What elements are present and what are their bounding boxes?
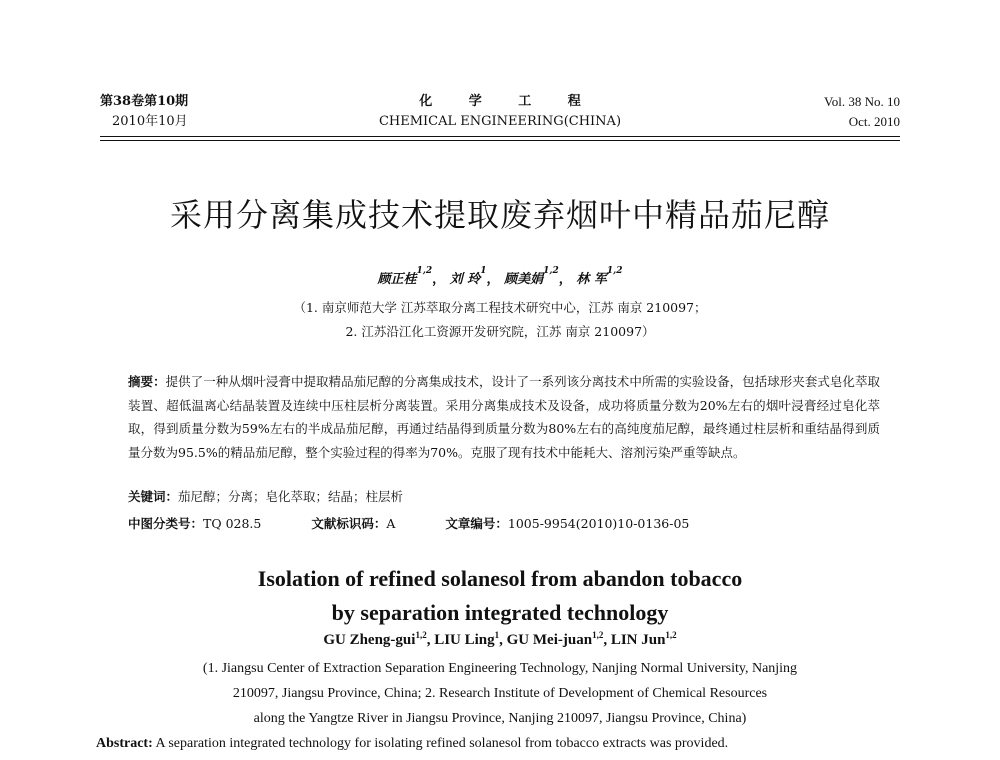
author-en: LIU Ling$^1$: [434, 630, 500, 648]
keywords-cn-label: 关键词：: [128, 489, 179, 504]
author-en: GU Mei-juan$^{1,2}$: [506, 630, 604, 648]
keywords-cn-text: 茄尼醇；分离；皂化萃取；结晶；柱层析: [178, 489, 404, 504]
running-header: [100, 92, 900, 132]
author-en: LIN Jun$^{1,2}$: [610, 630, 677, 648]
title-en-line: Isolation of refined solanesol from abandon tobacco: [257, 566, 743, 591]
journal-name-cn: 化 学 工 程: [419, 94, 597, 109]
keywords-cn: [128, 487, 403, 505]
classification-line: [128, 514, 888, 532]
authors-cn: 顾正桂$^{1,2}$， 刘 玲$^1$， 顾美娟$^{1,2}$， 林 军$^{1,2}$: [377, 266, 623, 287]
affiliations-cn: [0, 296, 1000, 344]
volume-issue-cn: 第38卷第10期: [100, 94, 189, 109]
header-rule-bottom: [100, 140, 900, 141]
title-en-line: by separation integrated technology: [331, 600, 669, 625]
article-number: 文章编号：1005-9954(2010)10-0136-05: [445, 516, 690, 531]
abstract-en-label: Abstract:: [96, 736, 153, 751]
journal-name-en: CHEMICAL ENGINEERING(CHINA): [378, 114, 622, 129]
affiliations-en: [88, 656, 912, 731]
header-right: [824, 92, 900, 132]
affiliation-line: （1. 南京师范大学 江苏萃取分离工程技术研究中心，江苏 南京 210097；: [293, 300, 707, 315]
header-rule-top: [100, 136, 900, 137]
document-code: 文献标识码：A: [311, 516, 396, 531]
affiliation-en-line: 210097, Jiangsu Province, China; 2. Research Institute of Development of Chemical Resources: [232, 686, 768, 701]
author-en: GU Zheng-gui$^{1,2}$: [323, 630, 427, 648]
author-cn: 顾正桂$^{1,2}$: [377, 266, 433, 287]
date-en: Oct. 2010: [848, 114, 900, 129]
author-cn: 顾美娟$^{1,2}$: [504, 266, 559, 287]
title-cn: 采用分离集成技术提取废弃烟叶中精品茄尼醇: [169, 196, 830, 234]
abstract-en: [96, 736, 906, 752]
clc-number: 中图分类号：TQ 028.5: [128, 516, 262, 531]
authors-en: GU Zheng-gui$^{1,2}$, LIU Ling$^1$, GU Mei-juan$^{1,2}$, LIN Jun$^{1,2}$: [323, 630, 677, 648]
date-cn: 2010年10月: [112, 114, 188, 129]
author-cn: 林 军$^{1,2}$: [576, 266, 623, 287]
abstract-cn: [128, 370, 880, 464]
volume-issue-en: Vol. 38 No. 10: [824, 94, 900, 109]
title-en: [0, 562, 1000, 630]
abstract-cn-text: 提供了一种从烟叶浸膏中提取精品茄尼醇的分离集成技术，设计了一系列该分离技术中所需的实验设备，包括球形夹套式皂化萃取装置、超低温离心结晶装置及连续中压柱层析分离装置。采用分离集成技术及设备，成功将质量分数为20%左右的烟叶浸膏经过皂化萃取，得到质量分数为59%左右的半成品茄尼醇，再通过结晶得到质量分数为80%左右的高纯度茄尼醇，最终通过柱层析和重结晶得到质量分数为95.5%的精品茄尼醇，整个实验过程的得率为70%。克服了现有技术中能耗大、溶剂污染严重等缺点。: [128, 374, 880, 460]
header-center: [100, 92, 900, 132]
author-cn: 刘 玲$^1$: [449, 266, 487, 287]
abstract-en-text: A separation integrated technology for isolating refined solanesol from tobacco extracts was provided.: [155, 736, 729, 751]
affiliation-en-line: (1. Jiangsu Center of Extraction Separation Engineering Technology, Nanjing Normal University, Nanjing: [202, 661, 798, 676]
affiliation-en-line: along the Yangtze River in Jiangsu Province, Nanjing 210097, Jiangsu Province, China): [253, 711, 747, 726]
abstract-cn-label: 摘要：: [128, 374, 166, 389]
affiliation-line: 2. 江苏沿江化工资源开发研究院，江苏 南京 210097）: [345, 324, 655, 339]
